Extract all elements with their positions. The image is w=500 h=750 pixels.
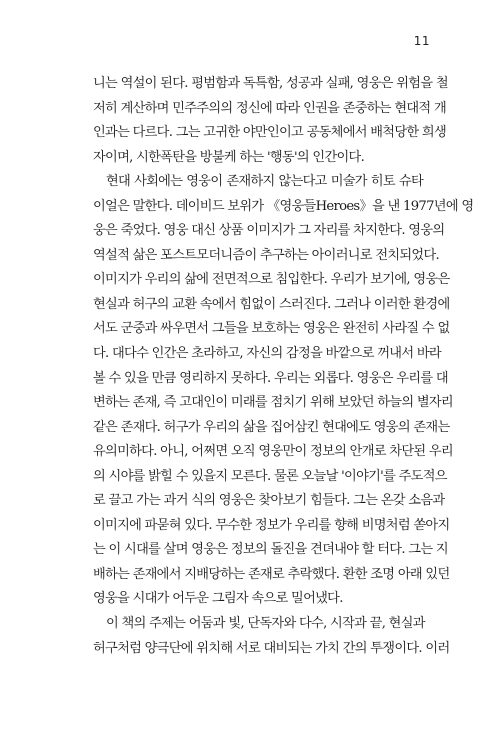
text-line: 인과는 다르다. 그는 고귀한 야만인이고 공동체에서 배척당한 희생 <box>93 125 446 141</box>
text-line: 자이며, 시한폭탄을 방불케 하는 '행동'의 인간이다. <box>93 149 365 165</box>
text-line: 이 책의 주제는 어둠과 빛, 단독자와 다수, 시작과 끝, 현실과 <box>106 616 425 632</box>
text-line: 역설적 삶은 포스트모더니즘이 추구하는 아이러니로 전치되었다. <box>93 247 440 263</box>
text-line: 이미지에 파묻혀 있다. 무수한 정보가 우리를 향해 비명처럼 쏟아지 <box>93 517 450 533</box>
text-line: 현실과 허구의 교환 속에서 힘없이 스러진다. 그러나 이러한 환경에 <box>93 296 450 312</box>
page-number: 11 <box>413 34 430 48</box>
text-line: 니는 역설이 된다. 평범함과 독특함, 성공과 실패, 영웅은 위험을 철 <box>93 76 448 91</box>
text-line: 허구처럼 양극단에 위치해 서로 대비되는 가치 간의 투쟁이다. 이러 <box>93 640 450 656</box>
text-line: 는 이 시대를 살며 영웅은 정보의 돌진을 견뎌내야 할 터다. 그는 지 <box>93 542 448 558</box>
text-line: 이미지가 우리의 삶에 전면적으로 침입한다. 우리가 보기에, 영웅은 <box>93 272 450 288</box>
text-line: 배하는 존재에서 지배당하는 존재로 추락했다. 환한 조명 아래 있던 <box>93 566 450 582</box>
text-line: 변하는 존재, 즉 고대인이 미래를 점치기 위해 보았던 하늘의 별자리 <box>93 395 453 411</box>
text-line: 현대 사회에는 영웅이 존재하지 않는다고 미술가 히토 슈타 <box>106 174 423 190</box>
text-line: 다. 대다수 인간은 초라하고, 자신의 감정을 바깥으로 꺼내서 바라 <box>93 346 441 362</box>
text-line: 볼 수 있을 만큼 영리하지 못하다. 우리는 외롭다. 영웅은 우리를 대 <box>93 370 448 386</box>
text-line: 서도 군중과 싸우면서 그들을 보호하는 영웅은 완전히 사라질 수 없 <box>93 321 450 337</box>
text-line: 로 끌고 가는 과거 식의 영웅은 찾아보기 힘들다. 그는 온갖 소음과 <box>93 493 445 509</box>
text-line: 이얼은 말한다. 데이비드 보위가 《영웅들Heroes》을 낸 1977년에 영 <box>93 198 474 214</box>
text-line: 같은 존재다. 허구가 우리의 삶을 집어삼킨 현대에도 영웅의 존재는 <box>93 419 450 435</box>
body-text <box>93 72 474 661</box>
text-line: 영웅을 시대가 어두운 그림자 속으로 밀어냈다. <box>93 591 343 607</box>
text-line: 의 시야를 밝힐 수 있을지 모른다. 물론 오늘날 '이야기'를 주도적으 <box>93 468 447 484</box>
text-line: 웅은 죽었다. 영웅 대신 상품 이미지가 그 자리를 차지한다. 영웅의 <box>93 223 445 239</box>
text-line: 유의미하다. 아니, 어쩌면 오직 영웅만이 정보의 안개로 차단된 우리 <box>93 444 453 460</box>
text-line: 저히 계산하며 민주주의의 정신에 따라 인권을 존중하는 현대적 개 <box>93 100 446 116</box>
